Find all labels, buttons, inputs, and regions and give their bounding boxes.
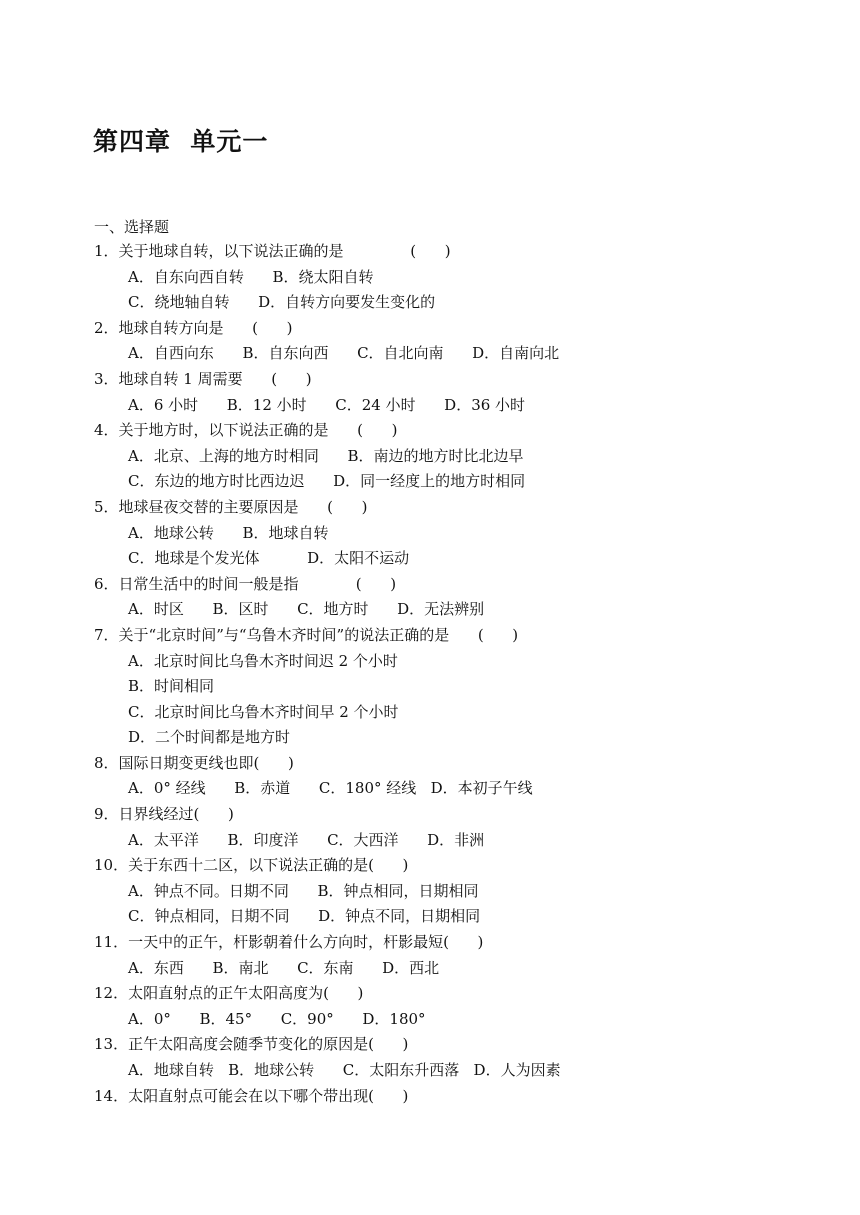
question-list [94,239,834,1109]
question-options: A．北京、上海的地方时相同 B．南边的地方时比北边早 [128,446,524,465]
question-stem: 7．关于“北京时间”与“乌鲁木齐时间”的说法正确的是 ( ) [94,625,519,644]
question-options: D．二个时间都是地方时 [128,728,291,747]
question-item [94,751,834,802]
question-options: C．东边的地方时比西边迟 D．同一经度上的地方时相同 [128,472,526,491]
question-stem: 5．地球昼夜交替的主要原因是 ( ) [94,497,368,516]
question-options: B．时间相同 [128,677,215,696]
question-item [94,1084,834,1110]
question-stem: 13．正午太阳高度会随季节变化的原因是( ) [94,1035,409,1054]
question-item [94,1032,834,1083]
question-item [94,930,834,981]
question-options: A．地球自转 B．地球公转 C．太阳东升西落 D．人为因素 [128,1061,561,1079]
question-stem: 4．关于地方时，以下说法正确的是 ( ) [94,421,398,440]
question-stem: 6．日常生活中的时间一般是指 ( ) [94,574,397,593]
question-item [94,623,834,751]
question-options: A．时区 B．区时 C．地方时 D．无法辨别 [128,600,485,619]
question-stem: 11．一天中的正午，杆影朝着什么方向时，杆影最短( ) [94,933,484,952]
question-stem: 1．关于地球自转，以下说法正确的是 ( ) [94,242,451,260]
question-options: A．地球公转 B．地球自转 [128,523,329,542]
question-item [94,239,834,316]
question-options: A．6 小时 B．12 小时 C．24 小时 D．36 小时 [128,395,526,414]
question-stem: 3．地球自转 1 周需要 ( ) [94,369,312,388]
question-options: A．自东向西自转 B．绕太阳自转 [128,267,374,286]
question-stem: 10．关于东西十二区，以下说法正确的是( ) [94,856,409,875]
section-heading: 一、选择题 [94,218,170,236]
question-options: C．北京时间比乌鲁木齐时间早 2 个小时 [128,702,399,721]
question-item [94,853,834,930]
question-options: A．自西向东 B．自东向西 C．自北向南 D．自南向北 [128,344,560,363]
question-stem: 9．日界线经过( ) [94,805,234,824]
question-options: C．地球是个发光体 D．太阳不运动 [128,549,410,568]
question-item [94,418,834,495]
question-options: C．钟点相同，日期不同 D．钟点不同，日期相同 [128,907,481,926]
question-item [94,802,834,853]
question-options: A．0° 经线 B．赤道 C．180° 经线 D．本初子午线 [128,779,533,798]
question-item [94,572,834,623]
question-options: A．钟点不同。日期不同 B．钟点相同，日期相同 [128,881,479,900]
question-options: A．北京时间比乌鲁木齐时间迟 2 个小时 [128,651,398,670]
page-title: 第四章 单元一 [93,127,269,156]
question-stem: 2．地球自转方向是 ( ) [94,318,293,337]
question-stem: 8．国际日期变更线也即( ) [94,753,294,772]
question-stem: 14．太阳直射点可能会在以下哪个带出现( ) [94,1086,409,1105]
question-options: A．太平洋 B．印度洋 C．大西洋 D．非洲 [128,830,485,849]
question-options: A．东西 B．南北 C．东南 D．西北 [128,958,440,977]
question-options: C．绕地轴自转 D．自转方向要发生变化的 [128,293,436,312]
question-item [94,495,834,572]
question-item [94,367,834,418]
question-stem: 12．太阳直射点的正午太阳高度为( ) [94,984,364,1003]
question-item [94,316,834,367]
question-options: A．0° B．45° C．90° D．180° [128,1009,426,1028]
question-item [94,981,834,1032]
